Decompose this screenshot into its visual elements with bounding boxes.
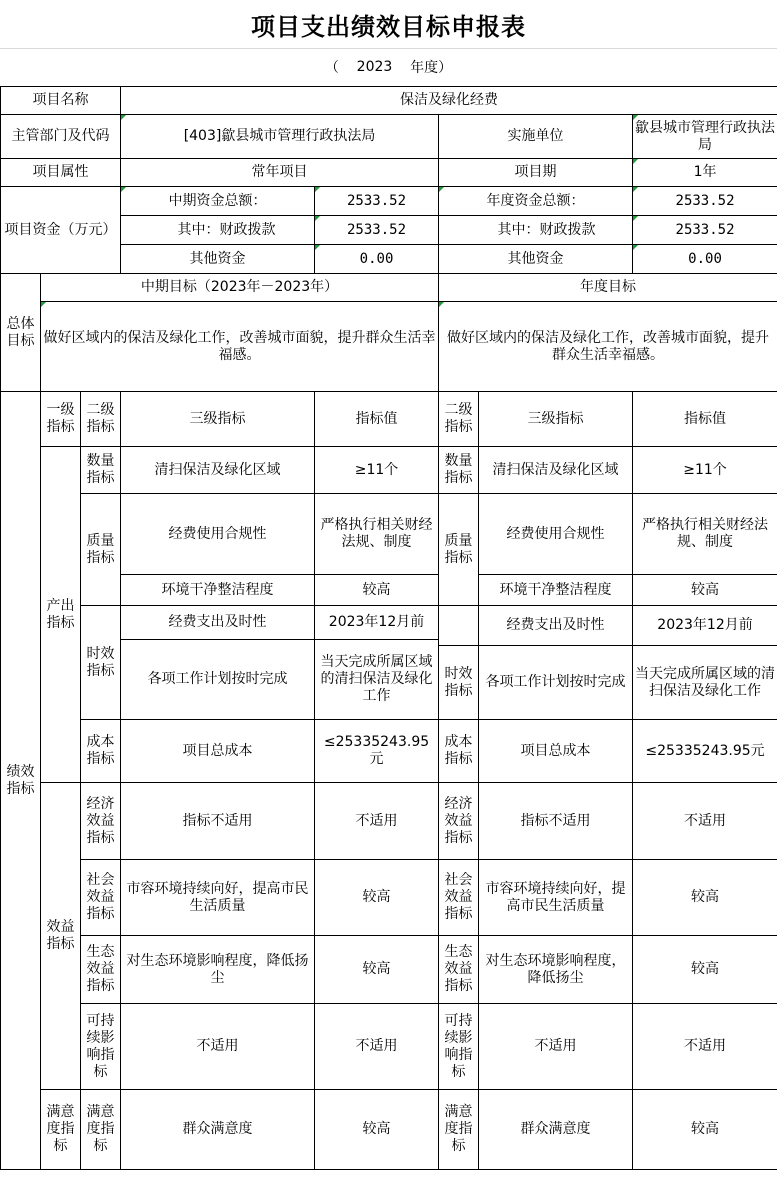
dept-label: 主管部门及代码 [1,115,121,159]
timeliness2-year-value: 当天完成所属区域的清扫保洁及绿化工作 [633,646,777,720]
row-quality-1 [1,494,777,575]
performance-table [0,86,777,1170]
cost-name: 项目总成本 [121,720,315,783]
economic-name-year: 指标不适用 [479,783,633,860]
year-total-value: 2533.52 [633,187,777,216]
economic-label: 经济效益指标 [81,783,121,860]
col-level1-header: 一级指标 [41,392,81,447]
title-row [0,0,777,49]
period-label: 项目期 [439,159,633,187]
year-line [0,48,777,86]
ecological-label-year: 生态效益指标 [439,936,479,1004]
year-goal-header: 年度目标 [439,274,777,302]
attr-label: 项目属性 [1,159,121,187]
col-level2-header: 二级指标 [81,392,121,447]
social-name-year: 市容环境持续向好，提高市民生活质量 [479,860,633,936]
satisfaction-year-value: 较高 [633,1090,777,1170]
row-indicator-headers [1,392,777,447]
economic-label-year: 经济效益指标 [439,783,479,860]
timeliness2-name: 各项工作计划按时完成 [121,640,315,720]
quality2-year-value: 较高 [633,575,777,606]
timeliness-label: 时效指标 [81,606,121,720]
satisfaction-name: 群众满意度 [121,1090,315,1170]
timeliness1-name: 经费支出及时性 [121,606,315,640]
satisfaction-label-year: 满意度指标 [439,1090,479,1170]
quality1-mid-value: 严格执行相关财经法规、制度 [315,494,439,575]
project-name-label: 项目名称 [1,87,121,115]
output-indicator-label: 产出指标 [41,447,81,783]
empty-level2-year [439,606,479,646]
timeliness-label-year: 时效指标 [439,646,479,720]
col-level3-header-year: 三级指标 [479,392,633,447]
quality-label: 质量指标 [81,494,121,606]
ecological-name: 对生态环境影响程度，降低扬尘 [121,936,315,1004]
col-value-header: 指标值 [315,392,439,447]
cost-name-year: 项目总成本 [479,720,633,783]
mid-other-label: 其他资金 [121,245,315,274]
dept-value: [403]歙县城市管理行政执法局 [121,115,439,159]
quality2-name: 环境干净整洁程度 [121,575,315,606]
sustain-mid-value: 不适用 [315,1004,439,1090]
sustain-name: 不适用 [121,1004,315,1090]
sustain-label-year: 可持续影响指标 [439,1004,479,1090]
sustain-name-year: 不适用 [479,1004,633,1090]
satisfaction-indicator-label: 满意度指标 [41,1090,81,1170]
satisfaction-name-year: 群众满意度 [479,1090,633,1170]
quality2-name-year: 环境干净整洁程度 [479,575,633,606]
quantity-label: 数量指标 [81,447,121,494]
sustain-label: 可持续影响指标 [81,1004,121,1090]
quality1-name: 经费使用合规性 [121,494,315,575]
row-satisfaction [1,1090,777,1170]
year-total-label: 年度资金总额： [439,187,633,216]
col-level2-header-year: 二级指标 [439,392,479,447]
social-year-value: 较高 [633,860,777,936]
quantity-label-year: 数量指标 [439,447,479,494]
performance-indicator-label: 绩效指标 [1,392,41,1170]
row-goal-headers [1,274,777,302]
row-goal-text [1,302,777,392]
social-mid-value: 较高 [315,860,439,936]
cost-year-value: ≤25335243.95元 [633,720,777,783]
mid-fiscal-label: 其中：财政拨款 [121,216,315,245]
row-cost [1,720,777,783]
funds-label: 项目资金（万元） [1,187,121,274]
satisfaction-mid-value: 较高 [315,1090,439,1170]
row-economic [1,783,777,860]
timeliness2-mid-value: 当天完成所属区域的清扫保洁及绿化工作 [315,640,439,720]
mid-total-label: 中期资金总额： [121,187,315,216]
period-value: 1年 [633,159,777,187]
timeliness1-mid-value: 2023年12月前 [315,606,439,640]
row-social [1,860,777,936]
ecological-mid-value: 较高 [315,936,439,1004]
mid-goal-header: 中期目标（2023年－2023年） [41,274,439,302]
row-quantity [1,447,777,494]
impl-value: 歙县城市管理行政执法局 [633,115,777,159]
mid-other-value: 0.00 [315,245,439,274]
col-level3-header: 三级指标 [121,392,315,447]
social-label: 社会效益指标 [81,860,121,936]
cost-mid-value: ≤25335243.95元 [315,720,439,783]
mid-goal-text: 做好区域内的保洁及绿化工作，改善城市面貌，提升群众生活幸福感。 [41,302,439,392]
project-name-value: 保洁及绿化经费 [121,87,777,115]
row-sustain [1,1004,777,1090]
overall-goal-label: 总体目标 [1,274,41,392]
mid-total-value: 2533.52 [315,187,439,216]
row-funds-total [1,187,777,216]
year-other-label: 其他资金 [439,245,633,274]
row-attribute [1,159,777,187]
quantity-name-year: 清扫保洁及绿化区域 [479,447,633,494]
row-ecological [1,936,777,1004]
year-fiscal-label: 其中：财政拨款 [439,216,633,245]
social-label-year: 社会效益指标 [439,860,479,936]
quantity-mid-value: ≥11个 [315,447,439,494]
ecological-year-value: 较高 [633,936,777,1004]
cost-label: 成本指标 [81,720,121,783]
year-suffix: 年度） [410,60,453,76]
ecological-label: 生态效益指标 [81,936,121,1004]
row-project-name [1,87,777,115]
cost-label-year: 成本指标 [439,720,479,783]
quality2-mid-value: 较高 [315,575,439,606]
economic-year-value: 不适用 [633,783,777,860]
timeliness1-year-value: 2023年12月前 [633,606,777,646]
year-goal-text: 做好区域内的保洁及绿化工作，改善城市面貌，提升群众生活幸福感。 [439,302,777,392]
year-fiscal-value: 2533.52 [633,216,777,245]
row-department [1,115,777,159]
sustain-year-value: 不适用 [633,1004,777,1090]
quality-label-year: 质量指标 [439,494,479,606]
ecological-name-year: 对生态环境影响程度，降低扬尘 [479,936,633,1004]
quality1-year-value: 严格执行相关财经法规、制度 [633,494,777,575]
attr-value: 常年项目 [121,159,439,187]
benefit-indicator-label: 效益指标 [41,783,81,1090]
col-value-header-year: 指标值 [633,392,777,447]
economic-name: 指标不适用 [121,783,315,860]
satisfaction-label: 满意度指标 [81,1090,121,1170]
quantity-name: 清扫保洁及绿化区域 [121,447,315,494]
mid-fiscal-value: 2533.52 [315,216,439,245]
timeliness1-name-year: 经费支出及时性 [479,606,633,646]
impl-label: 实施单位 [439,115,633,159]
timeliness2-name-year: 各项工作计划按时完成 [479,646,633,720]
report-title: 项目支出绩效目标申报表 [251,12,526,41]
quality1-name-year: 经费使用合规性 [479,494,633,575]
year-value: 2023 [356,59,393,75]
quantity-year-value: ≥11个 [633,447,777,494]
social-name: 市容环境持续向好，提高市民生活质量 [121,860,315,936]
year-open: （ [324,60,339,76]
economic-mid-value: 不适用 [315,783,439,860]
year-other-value: 0.00 [633,245,777,274]
